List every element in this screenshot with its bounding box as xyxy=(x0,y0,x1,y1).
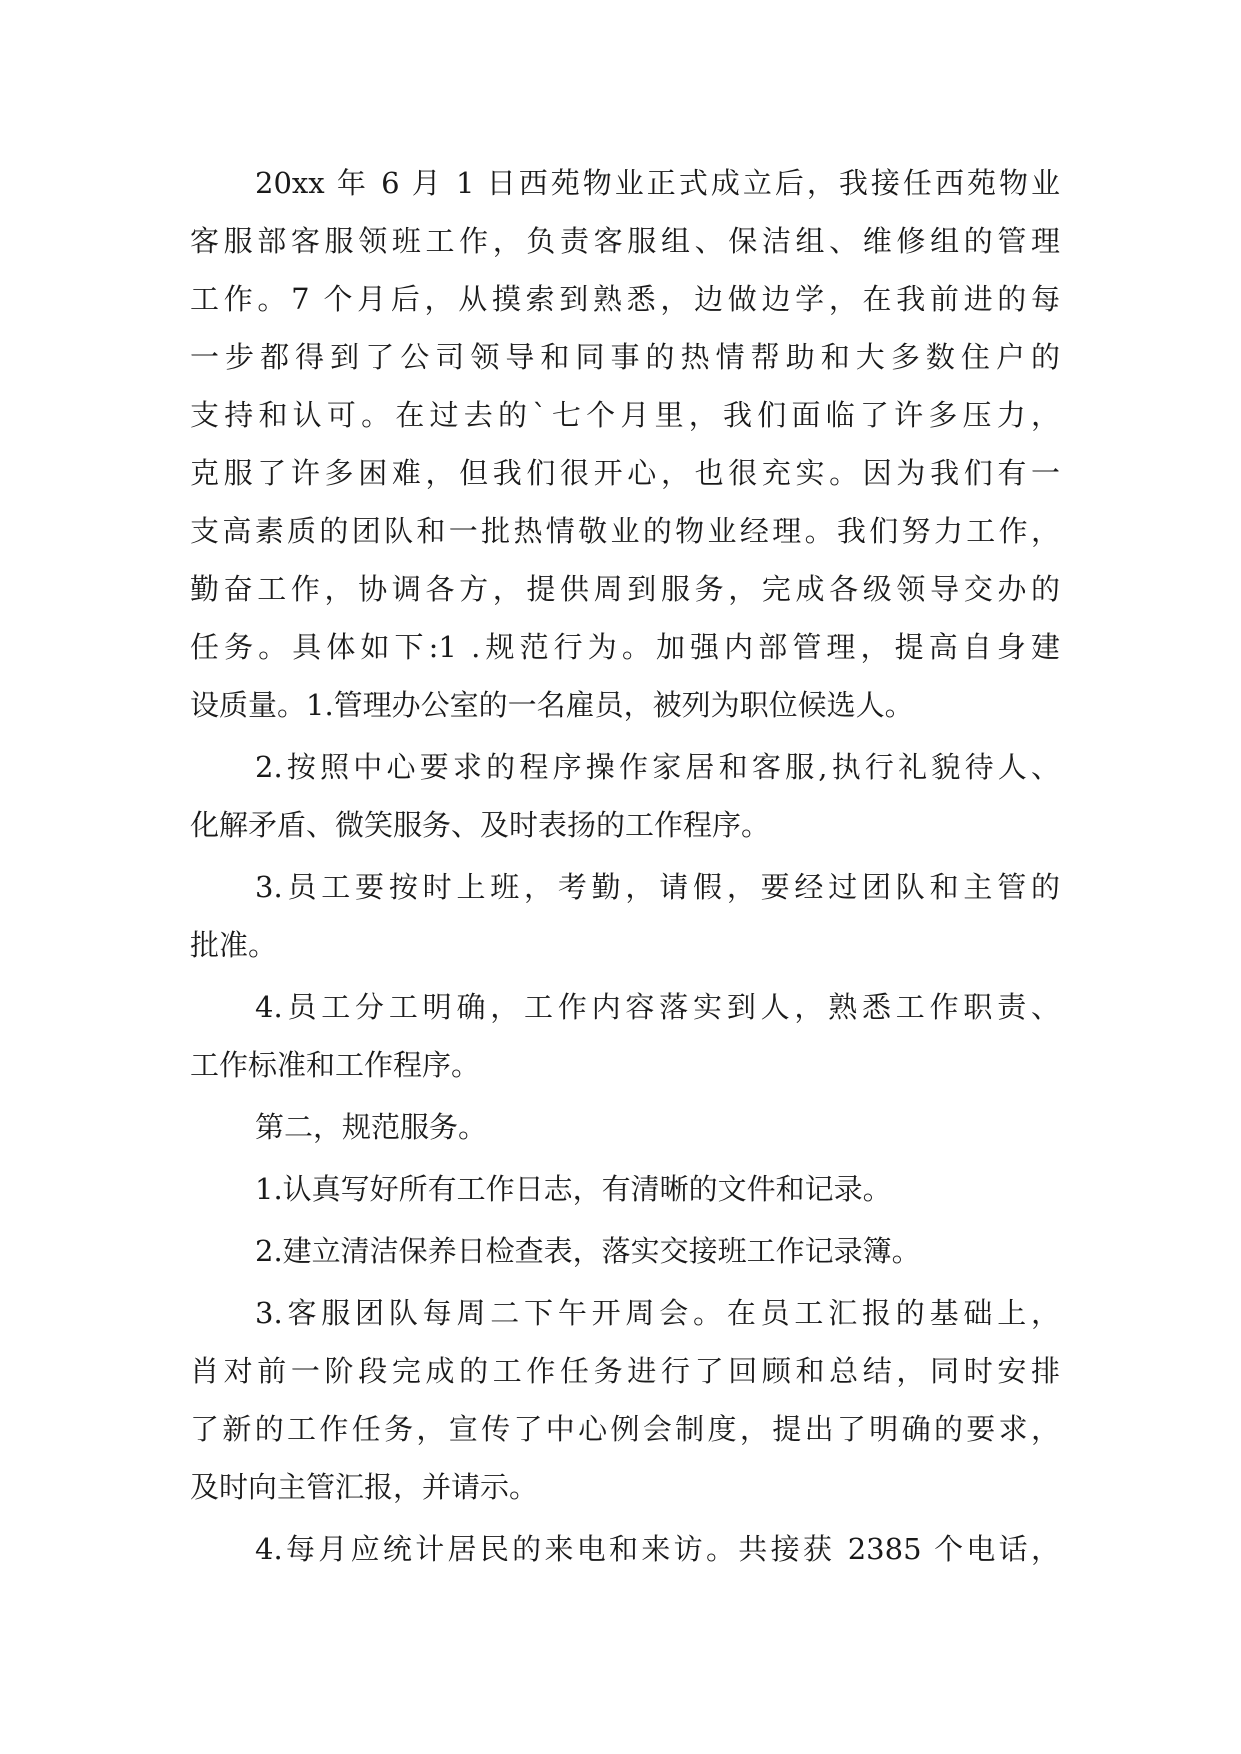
paragraph-line: 化解矛盾、微笑服务、及时表扬的工作程序。 xyxy=(190,808,771,842)
section-heading: 第二，规范服务。 xyxy=(255,1110,488,1144)
paragraph-line: 一步都得到了公司领导和同事的热情帮助和大多数住户的 xyxy=(190,340,1060,374)
paragraph-line: 2.建立清洁保养日检查表，落实交接班工作记录簿。 xyxy=(255,1234,921,1268)
paragraph-line: 肖对前一阶段完成的工作任务进行了回顾和总结，同时安排 xyxy=(190,1354,1060,1388)
paragraph-line: 4.员工分工明确，工作内容落实到人，熟悉工作职责、 xyxy=(255,990,1060,1024)
paragraph-line: 设质量。1.管理办公室的一名雇员，被列为职位候选人。 xyxy=(190,688,914,722)
paragraph-line: 批准。 xyxy=(190,928,278,962)
paragraph-line: 勤奋工作，协调各方，提供周到服务，完成各级领导交办的 xyxy=(190,572,1060,606)
paragraph-line: 支持和认可。在过去的`七个月里，我们面临了许多压力， xyxy=(190,398,1060,432)
paragraph-line: 1.认真写好所有工作日志，有清晰的文件和记录。 xyxy=(255,1172,892,1206)
paragraph-line: 任务。具体如下:1 .规范行为。加强内部管理，提高自身建 xyxy=(190,630,1060,664)
paragraph-line: 了新的工作任务，宣传了中心例会制度，提出了明确的要求， xyxy=(190,1412,1060,1446)
paragraph-line: 客服部客服领班工作，负责客服组、保洁组、维修组的管理 xyxy=(190,224,1060,258)
paragraph-line: 20xx 年 6 月 1 日西苑物业正式成立后，我接任西苑物业 xyxy=(255,166,1060,200)
paragraph-line: 4.每月应统计居民的来电和来访。共接获 2385 个电话， xyxy=(255,1532,1060,1566)
paragraph-line: 工作。7 个月后，从摸索到熟悉，边做边学，在我前进的每 xyxy=(190,282,1060,316)
paragraph-line: 支高素质的团队和一批热情敬业的物业经理。我们努力工作， xyxy=(190,514,1060,548)
paragraph-line: 克服了许多困难，但我们很开心，也很充实。因为我们有一 xyxy=(190,456,1060,490)
paragraph-line: 3.员工要按时上班，考勤，请假，要经过团队和主管的 xyxy=(255,870,1060,904)
paragraph-line: 及时向主管汇报，并请示。 xyxy=(190,1470,539,1504)
paragraph-line: 3.客服团队每周二下午开周会。在员工汇报的基础上， xyxy=(255,1296,1060,1330)
paragraph-line: 工作标准和工作程序。 xyxy=(190,1048,481,1082)
paragraph-line: 2.按照中心要求的程序操作家居和客服,执行礼貌待人、 xyxy=(255,750,1060,784)
